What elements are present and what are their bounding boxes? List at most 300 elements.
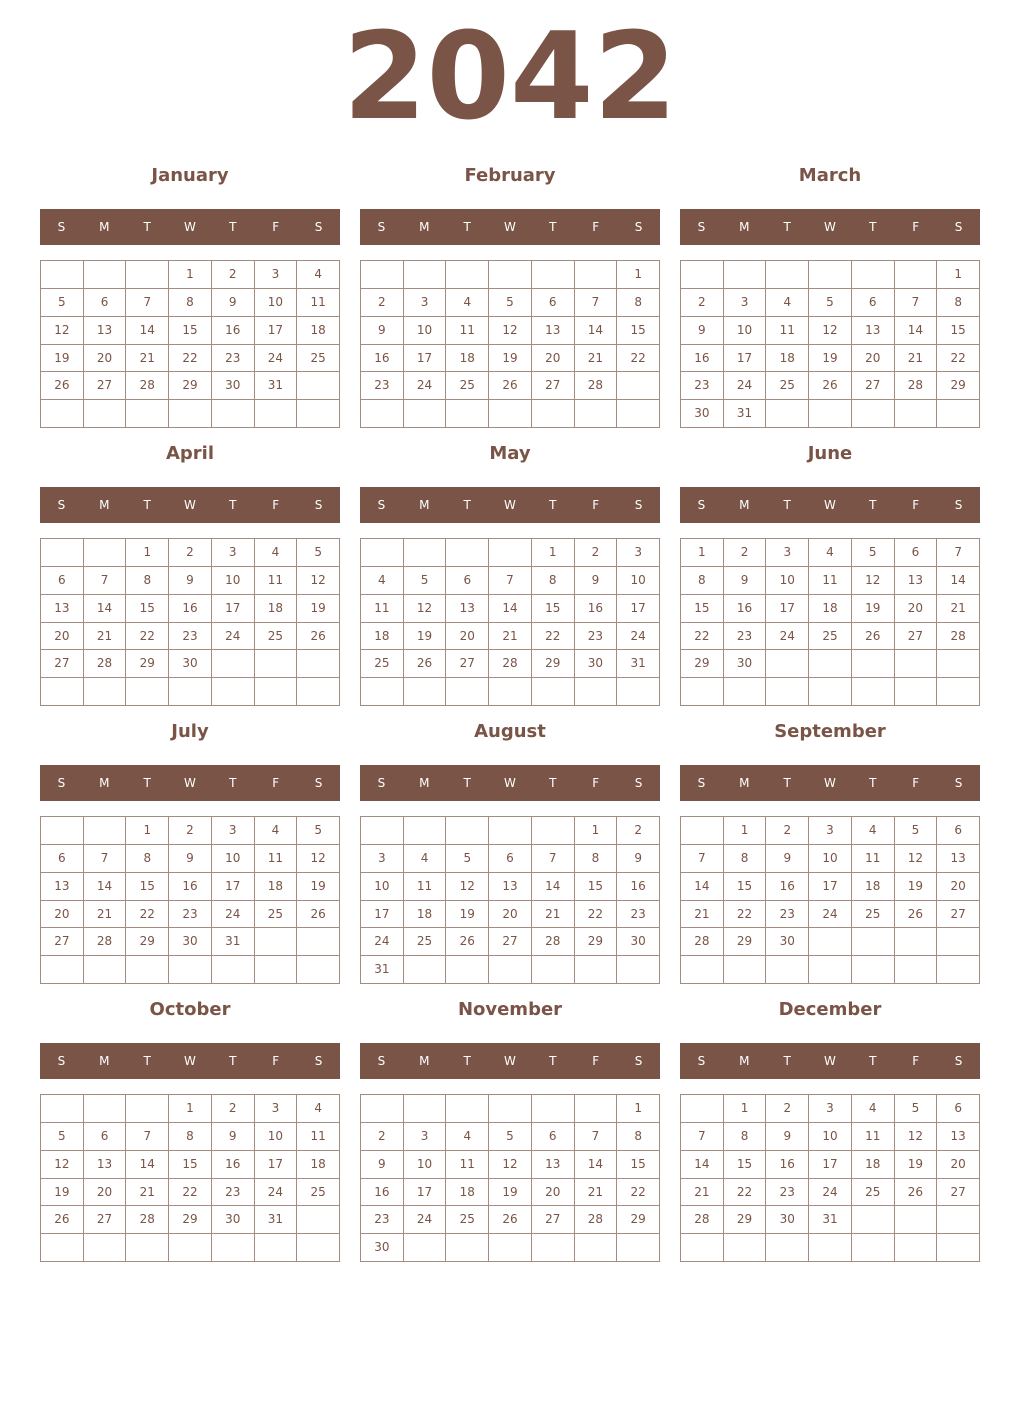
day-cell: 5 [41,289,84,317]
day-cell: 4 [809,539,852,567]
empty-day-cell [361,539,404,567]
day-cell: 1 [724,1095,767,1123]
day-cell: 31 [724,400,767,428]
day-cell: 9 [169,567,212,595]
day-cell: 15 [169,1151,212,1179]
day-cell: 11 [446,1151,489,1179]
day-cell: 25 [255,623,298,651]
month-name: September [774,721,886,742]
day-cell: 20 [937,1151,980,1179]
empty-day-cell [766,400,809,428]
day-cell: 30 [617,928,660,956]
day-cell: 22 [681,623,724,651]
day-cell: 20 [895,595,938,623]
day-cell: 21 [126,345,169,373]
weekday-label: S [697,776,706,790]
day-cell: 26 [809,372,852,400]
day-cell: 15 [532,595,575,623]
empty-day-cell [895,400,938,428]
day-cell: 29 [169,372,212,400]
day-cell: 27 [41,928,84,956]
weekday-label: M [419,220,430,234]
day-cell: 12 [489,1151,532,1179]
empty-day-cell [852,650,895,678]
empty-day-cell [489,400,532,428]
month-name: February [464,165,556,186]
day-cell: 10 [212,567,255,595]
day-cell: 26 [489,372,532,400]
empty-day-cell [297,372,340,400]
empty-day-cell [41,539,84,567]
day-cell: 7 [489,567,532,595]
weekday-label: S [954,776,963,790]
weekday-label: T [463,220,471,234]
empty-day-cell [361,678,404,706]
day-cell: 12 [404,595,447,623]
day-cell: 14 [126,1151,169,1179]
day-cell: 29 [724,928,767,956]
day-cell: 13 [446,595,489,623]
empty-day-cell [297,1234,340,1262]
empty-day-cell [126,956,169,984]
empty-day-cell [895,956,938,984]
month-name: December [778,999,882,1020]
day-cell: 18 [297,1151,340,1179]
empty-day-cell [255,956,298,984]
weekday-header [680,209,980,245]
day-cell: 22 [724,1179,767,1207]
day-cell: 8 [532,567,575,595]
weekday-label: S [314,220,323,234]
day-cell: 2 [361,289,404,317]
day-cell: 1 [532,539,575,567]
day-cell: 29 [681,650,724,678]
empty-day-cell [41,400,84,428]
empty-day-cell [724,1234,767,1262]
weekday-label: W [184,776,196,790]
day-cell: 24 [255,345,298,373]
empty-day-cell [575,956,618,984]
day-cell: 15 [169,317,212,345]
day-cell: 5 [41,1123,84,1151]
day-cell: 21 [84,901,127,929]
empty-day-cell [852,261,895,289]
day-cell: 14 [84,873,127,901]
empty-day-cell [361,261,404,289]
month-name: May [489,443,531,464]
weekday-label: M [99,220,110,234]
day-cell: 10 [212,845,255,873]
day-cell: 8 [617,1123,660,1151]
day-cell: 20 [852,345,895,373]
day-cell: 4 [766,289,809,317]
day-cell: 7 [126,289,169,317]
empty-day-cell [575,400,618,428]
day-cell: 28 [575,1206,618,1234]
weekday-label: T [229,498,237,512]
weekday-label: S [57,776,66,790]
day-cell: 18 [766,345,809,373]
weekday-label: T [549,498,557,512]
day-cell: 5 [404,567,447,595]
day-cell: 1 [681,539,724,567]
day-cell: 30 [169,928,212,956]
weekday-label: T [549,220,557,234]
day-cell: 21 [895,345,938,373]
day-cell: 22 [532,623,575,651]
day-cell: 6 [41,845,84,873]
day-cell: 24 [212,901,255,929]
weekday-label: W [184,1054,196,1068]
day-cell: 8 [575,845,618,873]
day-cell: 19 [446,901,489,929]
day-cell: 8 [617,289,660,317]
empty-day-cell [84,400,127,428]
empty-day-cell [895,678,938,706]
empty-day-cell [681,1095,724,1123]
empty-day-cell [937,650,980,678]
month-name: June [807,443,853,464]
weekday-label: M [419,498,430,512]
day-cell: 5 [446,845,489,873]
day-cell: 20 [489,901,532,929]
day-cell: 25 [297,345,340,373]
empty-day-cell [532,678,575,706]
day-cell: 21 [84,623,127,651]
empty-day-cell [937,400,980,428]
day-cell: 4 [446,1123,489,1151]
day-cell: 21 [575,1179,618,1207]
day-cell: 10 [361,873,404,901]
day-cell: 5 [895,817,938,845]
weekday-label: M [419,1054,430,1068]
day-cell: 28 [937,623,980,651]
empty-day-cell [255,1234,298,1262]
empty-day-cell [766,650,809,678]
day-grid [360,816,660,984]
day-cell: 21 [681,1179,724,1207]
weekday-header [680,1043,980,1079]
month-september [680,714,980,984]
weekday-label: W [824,1054,836,1068]
weekday-label: T [463,1054,471,1068]
empty-day-cell [575,1095,618,1123]
day-cell: 4 [852,1095,895,1123]
day-grid [40,538,340,706]
weekday-label: S [377,1054,386,1068]
day-cell: 8 [724,845,767,873]
month-december [680,992,980,1262]
weekday-label: T [229,1054,237,1068]
day-cell: 21 [126,1179,169,1207]
empty-day-cell [297,956,340,984]
day-cell: 18 [809,595,852,623]
day-cell: 24 [404,372,447,400]
weekday-label: T [783,1054,791,1068]
day-cell: 6 [84,289,127,317]
day-cell: 12 [297,845,340,873]
day-cell: 2 [766,817,809,845]
weekday-label: F [912,220,920,234]
empty-day-cell [575,678,618,706]
day-cell: 6 [532,289,575,317]
day-cell: 17 [617,595,660,623]
day-cell: 19 [489,345,532,373]
weekday-label: W [504,776,516,790]
empty-day-cell [852,956,895,984]
month-april [40,436,340,706]
empty-day-cell [84,1234,127,1262]
empty-day-cell [852,1234,895,1262]
day-grid [680,538,980,706]
day-cell: 12 [809,317,852,345]
day-cell: 7 [937,539,980,567]
day-cell: 18 [446,1179,489,1207]
empty-day-cell [532,956,575,984]
weekday-label: W [504,220,516,234]
empty-day-cell [895,261,938,289]
day-cell: 2 [169,817,212,845]
day-cell: 11 [852,1123,895,1151]
day-cell: 14 [126,317,169,345]
day-cell: 12 [446,873,489,901]
day-cell: 4 [297,1095,340,1123]
day-cell: 2 [575,539,618,567]
day-cell: 1 [617,261,660,289]
day-cell: 19 [895,1151,938,1179]
weekday-header [360,1043,660,1079]
day-cell: 12 [41,317,84,345]
day-cell: 16 [766,873,809,901]
weekday-label: S [314,498,323,512]
day-cell: 23 [724,623,767,651]
day-cell: 8 [126,567,169,595]
day-cell: 3 [766,539,809,567]
day-cell: 6 [852,289,895,317]
day-cell: 28 [681,928,724,956]
day-cell: 7 [84,845,127,873]
empty-day-cell [255,678,298,706]
day-cell: 20 [84,1179,127,1207]
empty-day-cell [681,678,724,706]
day-cell: 27 [532,372,575,400]
day-cell: 25 [852,1179,895,1207]
weekday-label: M [739,776,750,790]
day-cell: 28 [489,650,532,678]
weekday-label: S [634,1054,643,1068]
day-cell: 4 [446,289,489,317]
empty-day-cell [489,1095,532,1123]
empty-day-cell [255,928,298,956]
empty-day-cell [41,1095,84,1123]
weekday-header [680,765,980,801]
day-cell: 13 [852,317,895,345]
day-cell: 21 [532,901,575,929]
day-cell: 17 [212,595,255,623]
day-cell: 30 [766,928,809,956]
day-cell: 2 [212,261,255,289]
month-name: April [165,443,215,464]
day-cell: 11 [809,567,852,595]
day-cell: 29 [617,1206,660,1234]
weekday-label: W [824,220,836,234]
day-cell: 2 [169,539,212,567]
weekday-label: S [634,220,643,234]
empty-day-cell [41,817,84,845]
day-cell: 1 [169,1095,212,1123]
empty-day-cell [575,1234,618,1262]
weekday-label: W [504,1054,516,1068]
day-cell: 7 [681,845,724,873]
weekday-label: S [377,776,386,790]
empty-day-cell [404,678,447,706]
day-cell: 20 [532,345,575,373]
day-cell: 2 [766,1095,809,1123]
day-cell: 11 [446,317,489,345]
day-cell: 27 [937,901,980,929]
weekday-label: M [739,220,750,234]
empty-day-cell [446,956,489,984]
empty-day-cell [255,400,298,428]
day-cell: 27 [895,623,938,651]
empty-day-cell [41,261,84,289]
empty-day-cell [937,678,980,706]
day-cell: 8 [169,289,212,317]
day-cell: 11 [255,567,298,595]
empty-day-cell [809,928,852,956]
day-cell: 16 [169,873,212,901]
weekday-label: F [912,498,920,512]
empty-day-cell [361,1095,404,1123]
empty-day-cell [404,1234,447,1262]
day-cell: 7 [532,845,575,873]
day-cell: 13 [41,595,84,623]
day-cell: 25 [809,623,852,651]
empty-day-cell [212,650,255,678]
day-cell: 25 [852,901,895,929]
weekday-label: M [739,1054,750,1068]
day-cell: 29 [937,372,980,400]
day-cell: 22 [126,623,169,651]
day-cell: 17 [809,873,852,901]
day-cell: 17 [404,345,447,373]
empty-day-cell [446,1234,489,1262]
day-cell: 6 [532,1123,575,1151]
day-cell: 22 [617,1179,660,1207]
empty-day-cell [617,1234,660,1262]
weekday-label: F [912,776,920,790]
day-cell: 23 [169,901,212,929]
day-cell: 20 [41,901,84,929]
day-cell: 1 [126,817,169,845]
day-cell: 17 [212,873,255,901]
day-cell: 14 [84,595,127,623]
weekday-label: M [99,1054,110,1068]
empty-day-cell [446,678,489,706]
weekday-label: F [912,1054,920,1068]
day-cell: 24 [255,1179,298,1207]
day-cell: 3 [809,1095,852,1123]
day-cell: 7 [575,1123,618,1151]
weekday-label: S [314,776,323,790]
day-cell: 17 [361,901,404,929]
day-cell: 11 [852,845,895,873]
empty-day-cell [84,817,127,845]
weekday-label: S [57,1054,66,1068]
day-cell: 28 [84,928,127,956]
empty-day-cell [212,678,255,706]
day-cell: 9 [681,317,724,345]
day-cell: 23 [212,1179,255,1207]
weekday-label: M [739,498,750,512]
month-name: March [798,165,862,186]
empty-day-cell [937,1234,980,1262]
day-cell: 11 [297,289,340,317]
weekday-label: F [272,1054,280,1068]
weekday-label: S [377,498,386,512]
day-cell: 18 [446,345,489,373]
empty-day-cell [895,650,938,678]
empty-day-cell [489,956,532,984]
day-cell: 2 [724,539,767,567]
day-cell: 15 [575,873,618,901]
weekday-header [360,209,660,245]
day-cell: 28 [126,1206,169,1234]
weekday-label: T [463,498,471,512]
day-cell: 26 [895,901,938,929]
empty-day-cell [895,1234,938,1262]
day-cell: 4 [297,261,340,289]
day-cell: 16 [617,873,660,901]
weekday-header [40,487,340,523]
empty-day-cell [126,261,169,289]
day-cell: 10 [809,845,852,873]
empty-day-cell [297,678,340,706]
empty-day-cell [169,956,212,984]
day-cell: 3 [404,289,447,317]
day-cell: 25 [446,372,489,400]
day-cell: 14 [575,1151,618,1179]
day-cell: 24 [212,623,255,651]
day-cell: 10 [617,567,660,595]
day-grid [680,1094,980,1262]
weekday-header [360,487,660,523]
empty-day-cell [937,928,980,956]
day-cell: 23 [766,901,809,929]
weekday-label: T [869,498,877,512]
day-cell: 30 [212,1206,255,1234]
day-cell: 27 [446,650,489,678]
empty-day-cell [446,817,489,845]
day-cell: 4 [852,817,895,845]
weekday-label: S [377,220,386,234]
day-cell: 7 [84,567,127,595]
day-cell: 1 [169,261,212,289]
empty-day-cell [404,400,447,428]
day-cell: 23 [617,901,660,929]
day-cell: 16 [212,317,255,345]
weekday-label: W [184,220,196,234]
empty-day-cell [84,1095,127,1123]
day-cell: 11 [255,845,298,873]
weekday-label: M [99,498,110,512]
day-cell: 29 [169,1206,212,1234]
day-cell: 17 [404,1179,447,1207]
empty-day-cell [41,1234,84,1262]
empty-day-cell [297,400,340,428]
day-cell: 10 [809,1123,852,1151]
weekday-label: S [954,220,963,234]
